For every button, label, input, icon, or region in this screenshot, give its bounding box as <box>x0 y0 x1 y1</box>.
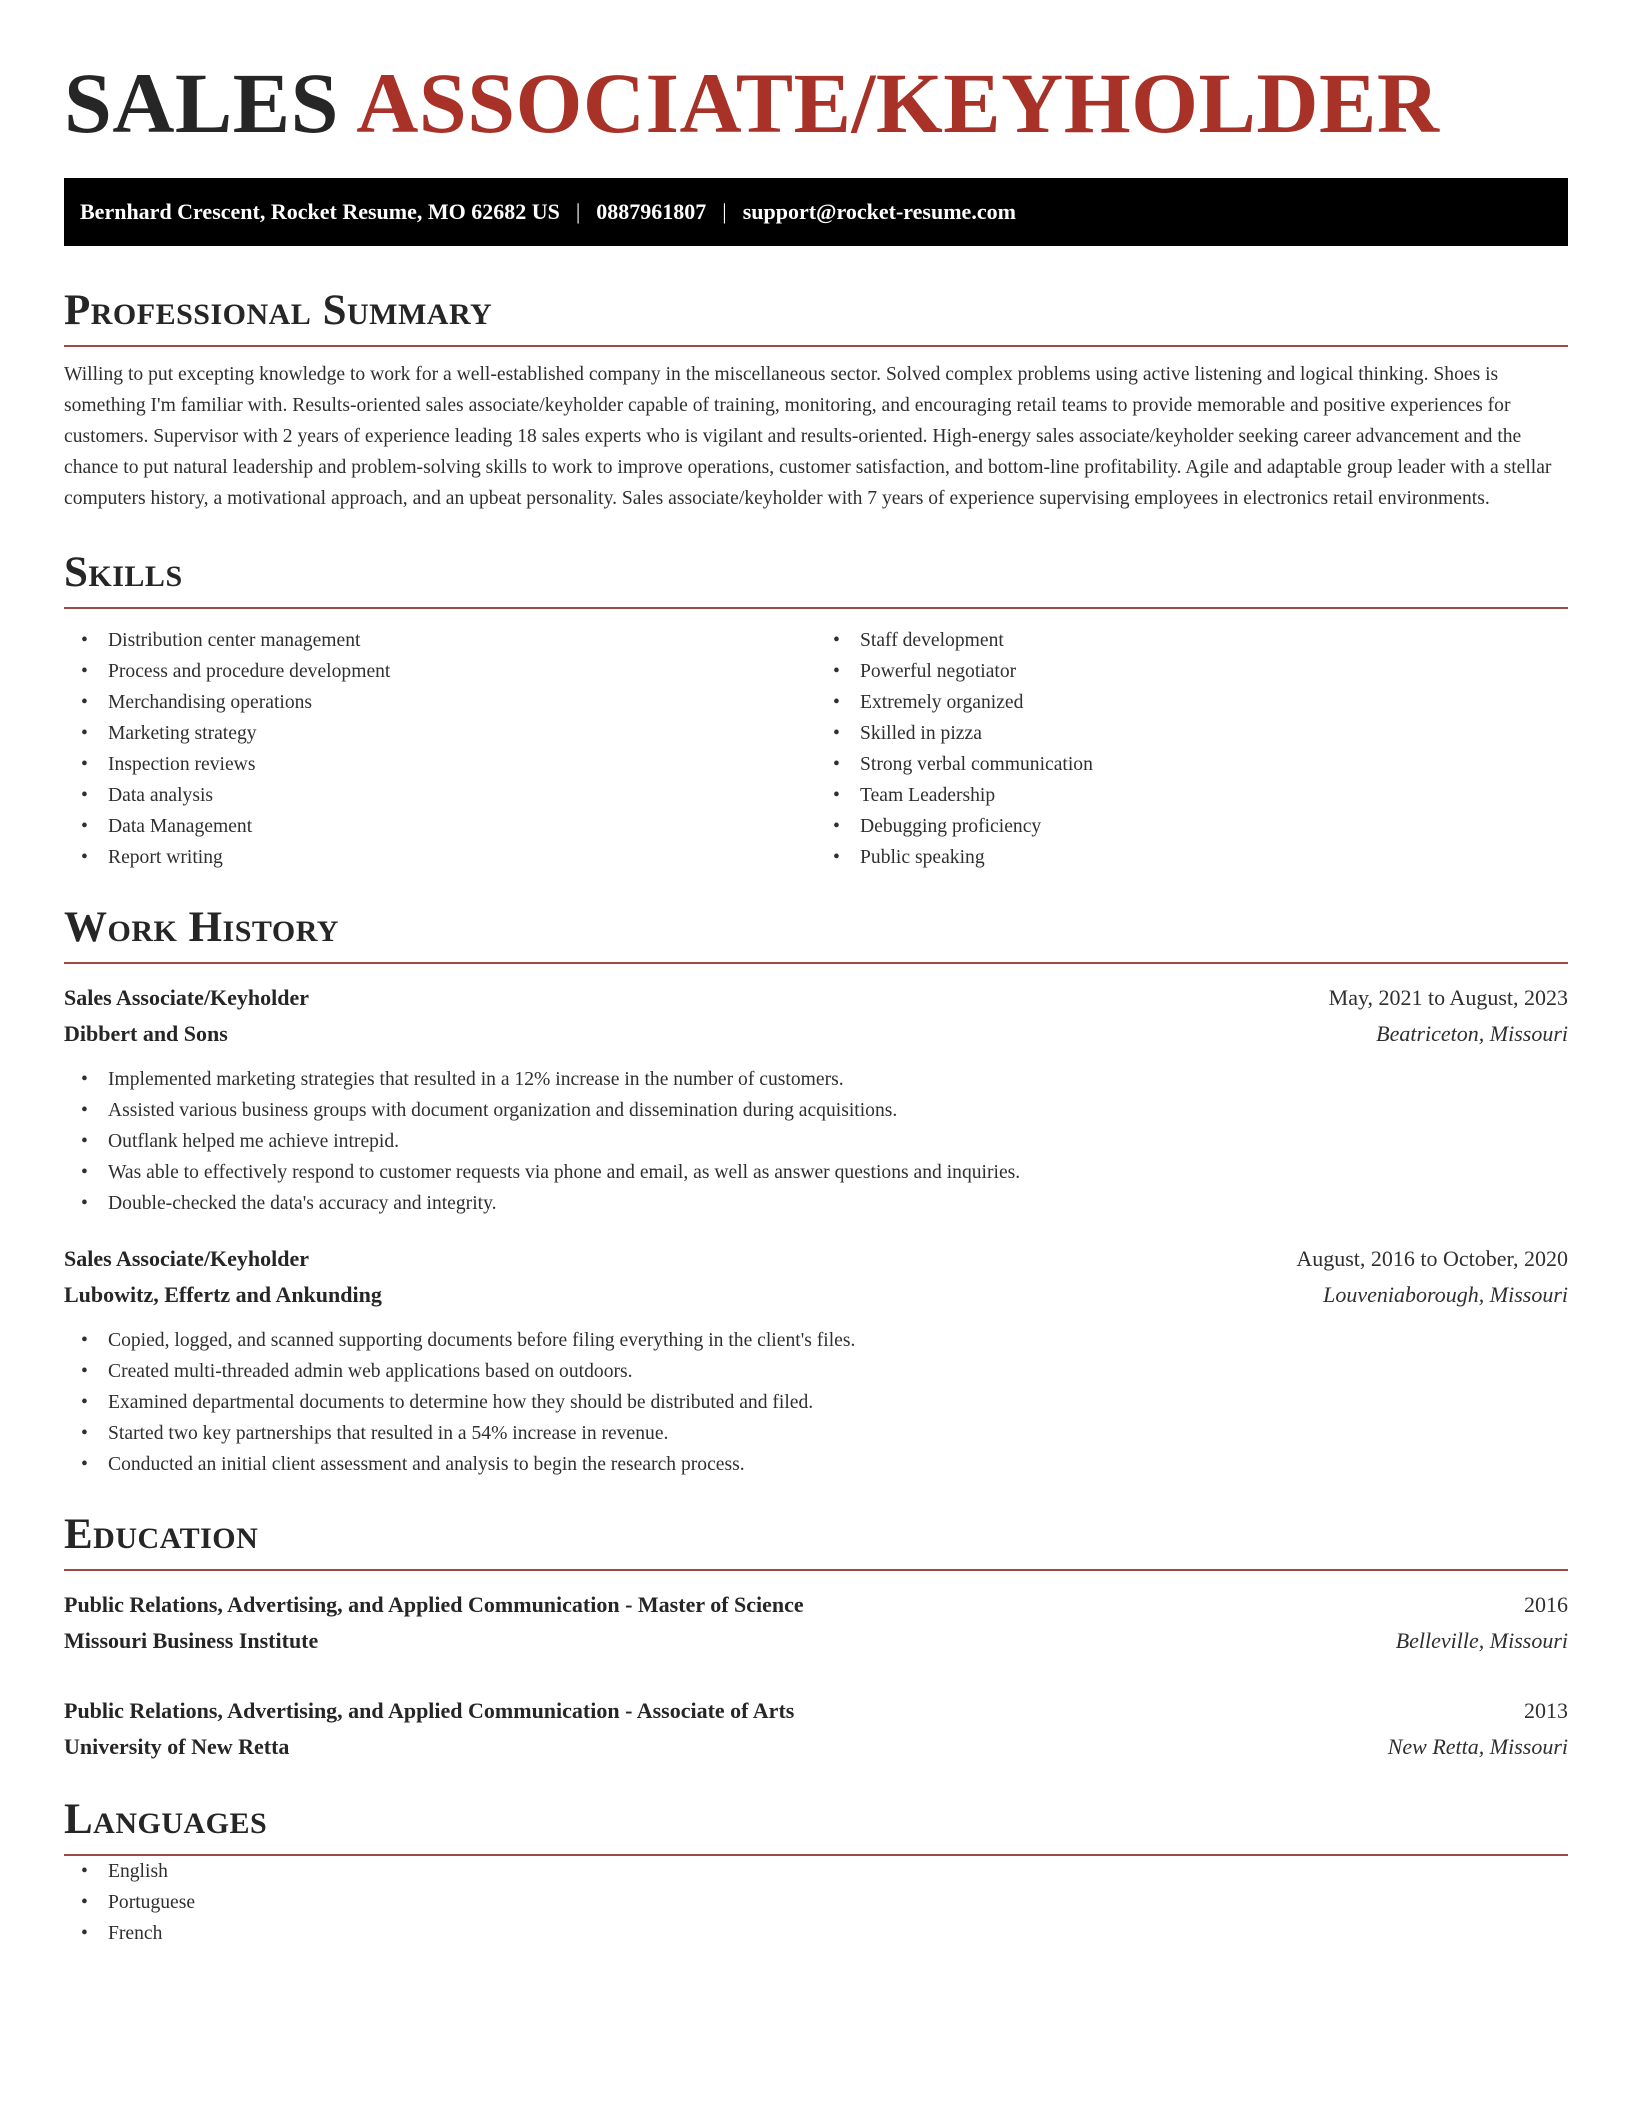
education-school-row <box>64 1623 1568 1659</box>
list-item: • Data Management <box>64 811 816 842</box>
summary-text: Willing to put excepting knowledge to work for a well-established company in the miscellaneous sector. Solved complex problems using active listening and logical thinking. Shoes is something I'm familiar with. Results-oriented sales associate/keyholder capable of training, monitoring, and encouraging retail teams to provide memorable and positive experiences for customers. Supervisor with 2 years of experience leading 18 sales experts who is vigilant and results-oriented. High-energy sales associate/keyholder seeking career advancement and the chance to put natural leadership and problem-solving skills to work to improve operations, customer satisfaction, and bottom-line profitability. Agile and adaptable group leader with a stellar computers history, a motivational approach, and an upbeat personality. Sales associate/keyholder with 7 years of experience supervising employees in electronics retail environments. <box>64 364 1552 509</box>
contact-phone: 0887961807 <box>596 199 707 224</box>
education-degree: Public Relations, Advertising, and Applied Communication - Master of Science <box>64 1592 804 1617</box>
education-entry <box>64 1693 1568 1765</box>
list-item: • Public speaking <box>816 842 1568 873</box>
education-school-row <box>64 1729 1568 1765</box>
job-title-row <box>64 1241 1568 1277</box>
section-education <box>64 1510 1568 1765</box>
education-entry <box>64 1587 1568 1659</box>
education-degree-row <box>64 1587 1568 1623</box>
list-item: • Portuguese <box>64 1887 1568 1918</box>
title-part-1: SALES <box>64 55 339 151</box>
job-entry <box>64 1241 1568 1480</box>
section-work-history <box>64 903 1568 1480</box>
job-bullets <box>64 1325 1568 1480</box>
skills-list <box>816 625 1568 873</box>
list-item: • Started two key partnerships that resulted in a 54% increase in revenue. <box>64 1418 1568 1449</box>
skills-grid <box>64 625 1568 873</box>
contact-email: support@rocket-resume.com <box>742 199 1016 224</box>
job-entry <box>64 980 1568 1219</box>
education-location: New Retta, Missouri <box>1387 1734 1568 1759</box>
list-item: • Outflank helped me achieve intrepid. <box>64 1126 1568 1157</box>
list-item: • French <box>64 1918 1568 1949</box>
job-company-row <box>64 1016 1568 1052</box>
list-item: • Strong verbal communication <box>816 749 1568 780</box>
list-item: • English <box>64 1856 1568 1887</box>
job-company: Dibbert and Sons <box>64 1021 228 1046</box>
education-school: University of New Retta <box>64 1734 290 1759</box>
contact-address: Bernhard Crescent, Rocket Resume, MO 62682 US <box>80 199 560 224</box>
list-item: • Created multi-threaded admin web applications based on outdoors. <box>64 1356 1568 1387</box>
job-company-row <box>64 1277 1568 1313</box>
section-divider <box>64 607 1568 609</box>
education-year: 2013 <box>1524 1698 1568 1723</box>
list-item: • Team Leadership <box>816 780 1568 811</box>
section-heading: Languages <box>64 1796 268 1843</box>
skills-column-right <box>816 625 1568 873</box>
list-item: • Data analysis <box>64 780 816 811</box>
job-title-row <box>64 980 1568 1016</box>
section-heading: Education <box>64 1511 259 1558</box>
list-item: • Merchandising operations <box>64 687 816 718</box>
list-item: • Marketing strategy <box>64 718 816 749</box>
list-item: • Process and procedure development <box>64 656 816 687</box>
contact-bar <box>64 178 1568 246</box>
skills-list <box>64 625 816 873</box>
education-location: Belleville, Missouri <box>1395 1628 1568 1653</box>
list-item: • Debugging proficiency <box>816 811 1568 842</box>
list-item: • Conducted an initial client assessment and analysis to begin the research process. <box>64 1449 1568 1480</box>
list-item: • Examined departmental documents to determine how they should be distributed and filed. <box>64 1387 1568 1418</box>
list-item: • Report writing <box>64 842 816 873</box>
education-degree: Public Relations, Advertising, and Applied Communication - Associate of Arts <box>64 1698 795 1723</box>
list-item: • Copied, logged, and scanned supporting documents before filing everything in the client's files. <box>64 1325 1568 1356</box>
job-title: Sales Associate/Keyholder <box>64 985 310 1010</box>
list-item: • Inspection reviews <box>64 749 816 780</box>
section-heading: Work History <box>64 904 339 951</box>
job-location: Louveniaborough, Missouri <box>1323 1282 1568 1307</box>
list-item: • Distribution center management <box>64 625 816 656</box>
education-year: 2016 <box>1524 1592 1568 1617</box>
section-heading: Professional Summary <box>64 287 493 334</box>
list-item: • Was able to effectively respond to customer requests via phone and email, as well as answer questions and inquiries. <box>64 1157 1568 1188</box>
title-part-2: ASSOCIATE/KEYHOLDER <box>356 55 1440 151</box>
list-item: • Staff development <box>816 625 1568 656</box>
job-dates: August, 2016 to October, 2020 <box>1296 1246 1568 1271</box>
list-item: • Powerful negotiator <box>816 656 1568 687</box>
section-divider <box>64 345 1568 347</box>
job-bullets <box>64 1064 1568 1219</box>
job-dates: May, 2021 to August, 2023 <box>1328 985 1568 1010</box>
list-item: • Assisted various business groups with document organization and dissemination during acquisitions. <box>64 1095 1568 1126</box>
contact-separator: | <box>575 199 581 224</box>
section-professional-summary <box>64 286 1568 514</box>
languages-list <box>64 1856 1568 1949</box>
education-degree-row <box>64 1693 1568 1729</box>
resume-title <box>64 55 1568 151</box>
job-title: Sales Associate/Keyholder <box>64 1246 310 1271</box>
list-item: • Skilled in pizza <box>816 718 1568 749</box>
section-divider <box>64 1569 1568 1571</box>
job-location: Beatriceton, Missouri <box>1376 1021 1568 1046</box>
list-item: • Implemented marketing strategies that resulted in a 12% increase in the number of customers. <box>64 1064 1568 1095</box>
section-heading: Skills <box>64 549 183 596</box>
section-divider <box>64 962 1568 964</box>
job-company: Lubowitz, Effertz and Ankunding <box>64 1282 382 1307</box>
section-languages <box>64 1795 1568 1949</box>
skills-column-left <box>64 625 816 873</box>
education-school: Missouri Business Institute <box>64 1628 319 1653</box>
list-item: • Double-checked the data's accuracy and integrity. <box>64 1188 1568 1219</box>
contact-separator: | <box>722 199 727 224</box>
section-skills <box>64 548 1568 873</box>
list-item: • Extremely organized <box>816 687 1568 718</box>
